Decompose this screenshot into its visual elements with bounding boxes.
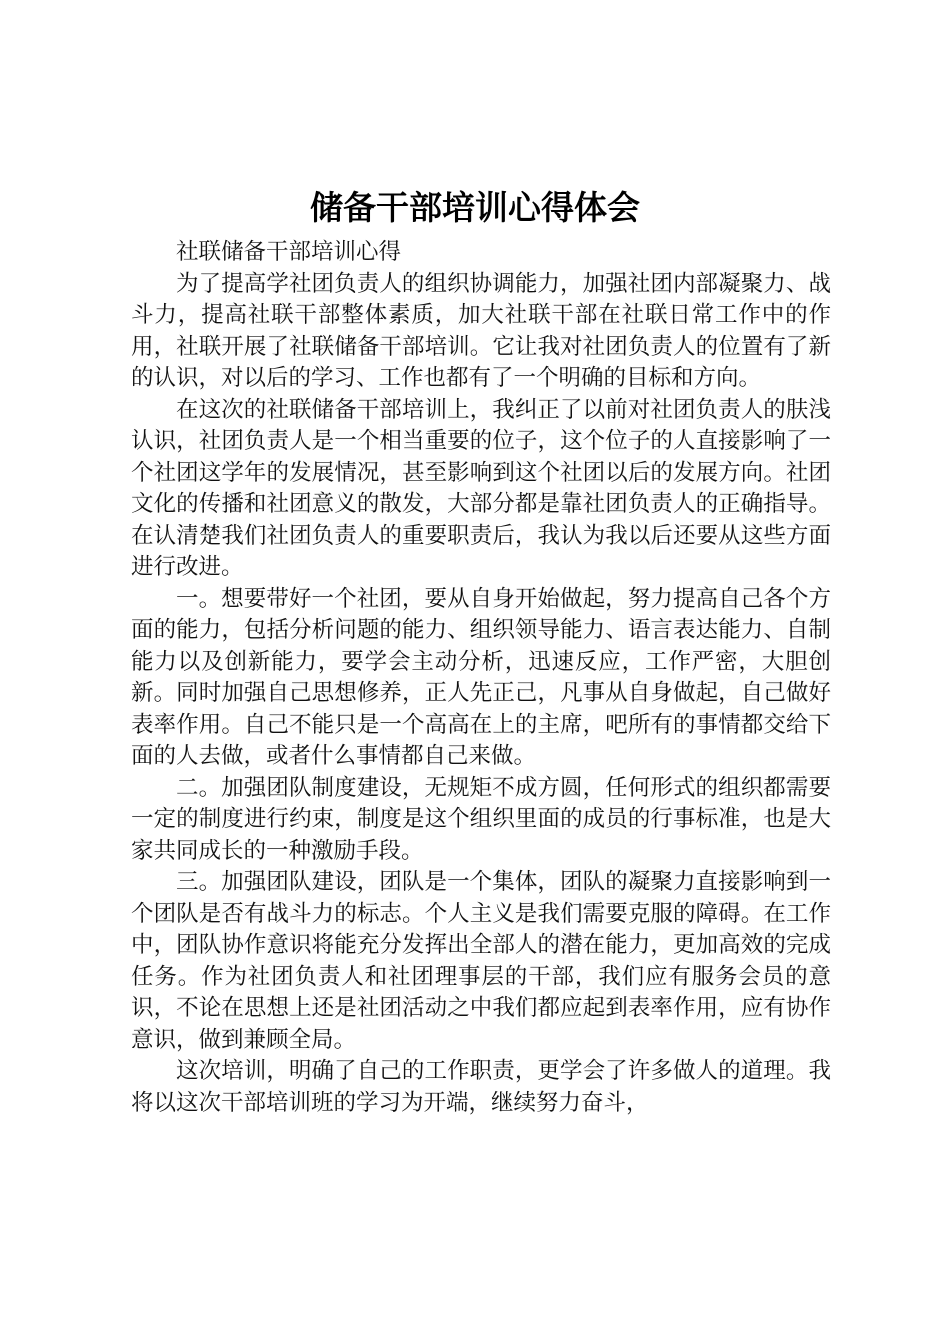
body-paragraph: 三。加强团队建设，团队是一个集体，团队的凝聚力直接影响到一个团队是否有战斗力的标志。个人主义是我们需要克服的障碍。在工作中，团队协作意识将能充分发挥出全部人的潜在能力，更加高效的完成任务。作为社团负责人和社团理事层的干部，我们应有服务会员的意识，不论在思想上还是社团活动之中我们都应起到表率作用，应有协作意识，做到兼顾全局。 — [131, 869, 831, 1053]
body-paragraph: 一。想要带好一个社团，要从自身开始做起，努力提高自己各个方面的能力，包括分析问题的能力、组织领导能力、语言表达能力、自制能力以及创新能力，要学会主动分析，迅速反应，工作严密，大胆创新。同时加强自己思想修养，正人先正己，凡事从自身做起，自己做好表率作用。自己不能只是一个高高在上的主席，吧所有的事情都交给下面的人去做，或者什么事情都自己来做。 — [131, 585, 831, 769]
body-paragraph: 为了提高学社团负责人的组织协调能力，加强社团内部凝聚力、战斗力，提高社联干部整体素质，加大社联干部在社联日常工作中的作用，社联开展了社联储备干部培训。它让我对社团负责人的位置有了新的认识，对以后的学习、工作也都有了一个明确的目标和方向。 — [131, 270, 831, 391]
document-body — [131, 237, 831, 1119]
body-paragraph: 二。加强团队制度建设，无规矩不成方圆，任何形式的组织都需要一定的制度进行约束，制度是这个组织里面的成员的行事标准，也是大家共同成长的一种激励手段。 — [131, 774, 831, 864]
subtitle-paragraph: 社联储备干部培训心得 — [176, 239, 402, 265]
body-paragraph: 在这次的社联储备干部培训上，我纠正了以前对社团负责人的肤浅认识，社团负责人是一个相当重要的位子，这个位子的人直接影响了一个社团这学年的发展情况，甚至影响到这个社团以后的发展方向。社团文化的传播和社团意义的散发，大部分都是靠社团负责人的正确指导。在认清楚我们社团负责人的重要职责后，我认为我以后还要从这些方面进行改进。 — [131, 396, 831, 580]
document-title: 储备干部培训心得体会 — [310, 188, 640, 227]
body-paragraph: 这次培训，明确了自己的工作职责，更学会了许多做人的道理。我将以这次干部培训班的学习为开端，继续努力奋斗， — [131, 1058, 831, 1116]
